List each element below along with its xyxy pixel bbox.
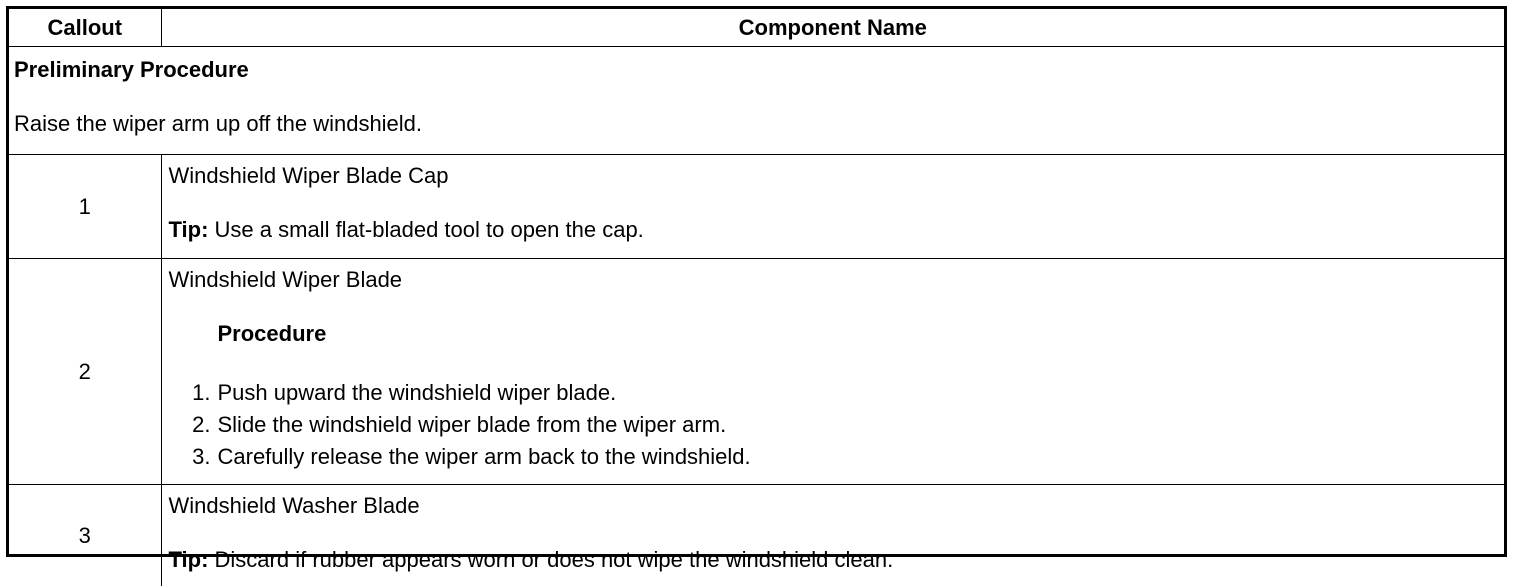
component-cell [161,485,1504,586]
tip [169,217,1505,243]
callout-cell: 1 [9,155,161,259]
procedure-steps [169,377,1505,473]
procedure-step [218,377,1505,409]
procedure-step [218,409,1505,441]
component-name: Windshield Wiper Blade Cap [169,163,1505,189]
component-cell [161,259,1504,485]
table-row [9,485,1504,586]
preliminary-heading: Preliminary Procedure [14,57,1504,83]
header-callout: Callout [9,9,161,47]
component-name: Windshield Washer Blade [169,493,1505,519]
step-text: Carefully release the wiper arm back to the windshield. [218,444,751,469]
preliminary-text: Raise the wiper arm up off the windshield. [14,111,1504,137]
step-number: 2. [181,409,211,441]
table-row [9,259,1504,485]
component-table [9,9,1504,586]
tip-label: Tip: [169,547,209,572]
step-text: Slide the windshield wiper blade from the wiper arm. [218,412,727,437]
procedure-heading: Procedure [218,321,1505,347]
preliminary-cell [9,47,1504,155]
tip [169,547,1505,573]
component-table-frame [6,6,1507,557]
procedure-step [218,441,1505,473]
callout-cell: 3 [9,485,161,586]
preliminary-row [9,47,1504,155]
step-number: 1. [181,377,211,409]
tip-text: Use a small flat-bladed tool to open the cap. [208,217,643,242]
callout-cell: 2 [9,259,161,485]
step-text: Push upward the windshield wiper blade. [218,380,617,405]
tip-label: Tip: [169,217,209,242]
header-component-name: Component Name [161,9,1504,47]
table-row [9,155,1504,259]
component-cell [161,155,1504,259]
table-header-row [9,9,1504,47]
tip-text: Discard if rubber appears worn or does not wipe the windshield clean. [208,547,893,572]
step-number: 3. [181,441,211,473]
component-name: Windshield Wiper Blade [169,267,1505,293]
